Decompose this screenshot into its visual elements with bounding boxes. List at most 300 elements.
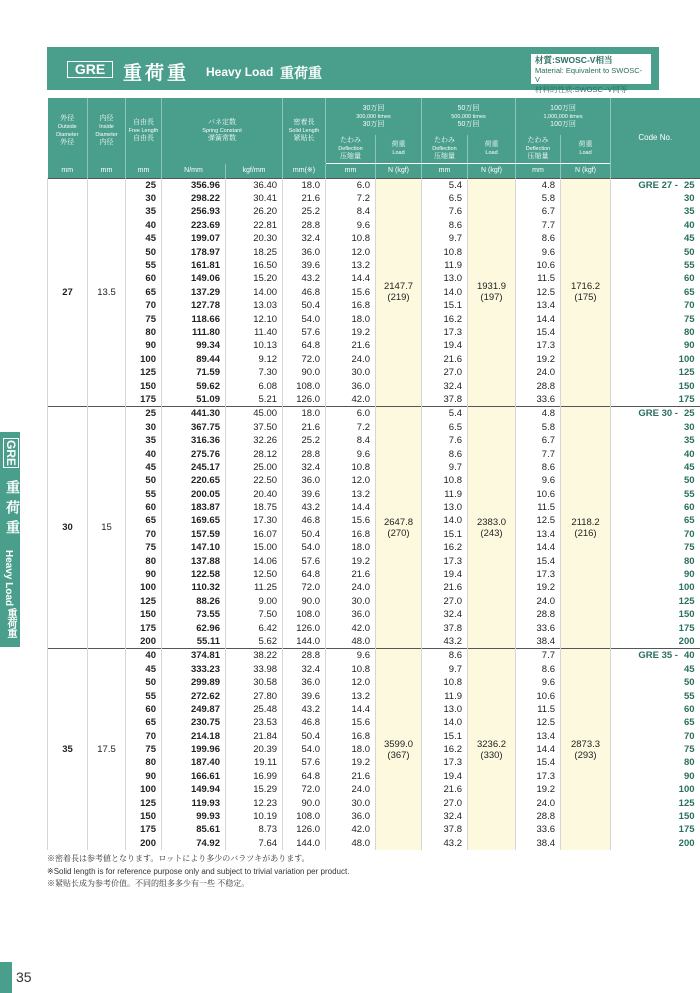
load-n: 2383.0 [476,516,507,528]
deflection-1: 24.0 [326,581,376,594]
deflection-2: 14.0 [422,514,468,527]
spring-constant-n: 230.75 [162,716,226,729]
solid-length: 21.6 [283,192,326,205]
deflection-1: 12.0 [326,676,376,689]
spring-constant-kgf: 13.03 [226,299,283,312]
side-en: Heavy Load [3,550,14,607]
spring-constant-kgf: 6.42 [226,621,283,634]
free-length: 65 [126,286,162,299]
spring-constant-kgf: 15.20 [226,272,283,285]
spring-constant-n: 111.80 [162,326,226,339]
title-banner [47,47,659,94]
spring-constant-n: 71.59 [162,366,226,379]
free-length: 55 [126,487,162,500]
solid-length: 32.4 [283,663,326,676]
solid-length: 54.0 [283,312,326,325]
deflection-3: 14.4 [516,312,561,325]
free-length: 35 [126,434,162,447]
free-length: 150 [126,379,162,392]
spring-constant-n: 200.05 [162,487,226,500]
solid-length: 54.0 [283,743,326,756]
spring-constant-n: 157.59 [162,528,226,541]
spring-constant-kgf: 12.10 [226,312,283,325]
unit-id: mm [88,164,126,178]
code-no [611,676,700,689]
spring-constant-n: 316.36 [162,434,226,447]
solid-length: 50.4 [283,528,326,541]
spring-constant-kgf: 18.75 [226,501,283,514]
spring-constant-n: 74.92 [162,837,226,850]
free-length: 75 [126,541,162,554]
col-defl-2: たわみ Deflection 压缩量 [422,135,468,163]
solid-length: 39.6 [283,487,326,500]
col-k: バネ定数 Spring Constant 弹簧常数 [162,98,283,164]
solid-length: 32.4 [283,461,326,474]
deflection-3: 10.6 [516,689,561,702]
deflection-2: 17.3 [422,326,468,339]
code-suffix: 125 [678,797,695,809]
spring-constant-kgf: 16.50 [226,259,283,272]
load-kgf: (219) [387,292,410,304]
solid-length: 126.0 [283,393,326,407]
deflection-3: 19.2 [516,353,561,366]
spring-constant-kgf: 7.64 [226,837,283,850]
code-no [611,259,700,272]
code-no [611,716,700,729]
spec-table [47,98,700,850]
solid-length: 46.8 [283,716,326,729]
code-no [611,366,700,379]
solid-length: 43.2 [283,501,326,514]
deflection-3: 11.5 [516,501,561,514]
code-suffix: 30 [683,421,695,433]
spring-constant-n: 199.07 [162,232,226,245]
deflection-1: 15.6 [326,716,376,729]
solid-length: 18.0 [283,178,326,192]
side-jp: 重荷重 [5,480,21,540]
deflection-3: 17.3 [516,339,561,352]
code-no [611,192,700,205]
deflection-2: 21.6 [422,783,468,796]
free-length: 100 [126,581,162,594]
solid-length: 28.8 [283,219,326,232]
code-no [611,541,700,554]
deflection-2: 13.0 [422,501,468,514]
code-no [611,205,700,218]
solid-length: 25.2 [283,205,326,218]
unit-od: mm [48,164,88,178]
code-suffix: 100 [678,582,695,594]
solid-length: 72.0 [283,581,326,594]
solid-length: 64.8 [283,770,326,783]
deflection-3: 15.4 [516,756,561,769]
free-length: 65 [126,716,162,729]
spring-constant-kgf: 30.58 [226,676,283,689]
code-suffix: 150 [678,380,695,392]
deflection-2: 19.4 [422,568,468,581]
deflection-3: 12.5 [516,286,561,299]
code-no [611,393,700,407]
code-suffix: 65 [683,515,695,527]
deflection-3: 24.0 [516,595,561,608]
solid-length: 90.0 [283,796,326,809]
load-n: 1931.9 [476,281,507,293]
free-length: 175 [126,823,162,836]
spring-constant-kgf: 26.20 [226,205,283,218]
code-no [611,621,700,634]
unit-defl-2: mm [422,164,468,178]
deflection-1: 30.0 [326,366,376,379]
load-1 [376,407,422,649]
code-no [611,635,700,649]
spec-body [48,178,700,850]
deflection-3: 33.6 [516,823,561,836]
deflection-3: 11.5 [516,703,561,716]
solid-length: 64.8 [283,339,326,352]
deflection-2: 10.8 [422,245,468,258]
deflection-2: 9.7 [422,663,468,676]
code-suffix: 125 [678,595,695,607]
unit-load-3: N (kgf) [561,164,611,178]
deflection-2: 11.9 [422,689,468,702]
code-suffix: 55 [683,260,695,272]
free-length: 90 [126,568,162,581]
code-suffix: 70 [683,300,695,312]
code-no [611,407,700,421]
spring-constant-kgf: 20.40 [226,487,283,500]
spring-constant-n: 256.93 [162,205,226,218]
free-length: 175 [126,621,162,634]
code-suffix: 75 [683,313,695,325]
deflection-1: 36.0 [326,810,376,823]
deflection-2: 15.1 [422,730,468,743]
spring-constant-kgf: 11.25 [226,581,283,594]
deflection-3: 6.7 [516,205,561,218]
free-length: 30 [126,421,162,434]
spring-constant-kgf: 16.99 [226,770,283,783]
deflection-1: 16.8 [326,528,376,541]
page-tab [0,962,12,993]
deflection-2: 7.6 [422,205,468,218]
spring-constant-kgf: 27.80 [226,689,283,702]
spring-constant-kgf: 23.53 [226,716,283,729]
spring-constant-kgf: 25.48 [226,703,283,716]
load-2 [468,649,516,850]
spring-constant-n: 99.93 [162,810,226,823]
load-n: 3236.2 [476,738,507,750]
col-group-500k: 50万回 500,000 times 50万回 [422,98,516,135]
deflection-1: 36.0 [326,608,376,621]
code-suffix: 80 [683,555,695,567]
solid-length: 28.8 [283,649,326,663]
title-en: Heavy Load [206,65,274,79]
col-fl: 自由長 Free Length 自由長 [126,98,162,164]
spring-constant-kgf: 14.00 [226,286,283,299]
page-number-text: 35 [16,969,32,985]
deflection-2: 10.8 [422,474,468,487]
spring-constant-n: 85.61 [162,823,226,836]
code-no [611,232,700,245]
code-no [611,178,700,192]
deflection-2: 32.4 [422,608,468,621]
spring-constant-n: 245.17 [162,461,226,474]
load-3 [561,407,611,649]
spring-constant-n: 119.93 [162,796,226,809]
solid-length: 108.0 [283,810,326,823]
spring-constant-n: 149.06 [162,272,226,285]
code-suffix: 45 [683,663,695,675]
solid-length: 64.8 [283,568,326,581]
spring-constant-kgf: 36.40 [226,178,283,192]
code-no [611,245,700,258]
code-no [611,649,700,663]
code-no [611,608,700,621]
deflection-1: 12.0 [326,245,376,258]
deflection-3: 24.0 [516,366,561,379]
deflection-3: 33.6 [516,393,561,407]
spring-constant-n: 298.22 [162,192,226,205]
code-suffix: 75 [683,542,695,554]
solid-length: 54.0 [283,541,326,554]
spring-constant-kgf: 20.39 [226,743,283,756]
spring-constant-kgf: 19.11 [226,756,283,769]
spring-constant-n: 374.81 [162,649,226,663]
free-length: 40 [126,649,162,663]
spring-constant-n: 137.29 [162,286,226,299]
deflection-3: 5.8 [516,192,561,205]
spring-constant-n: 275.76 [162,447,226,460]
deflection-2: 16.2 [422,541,468,554]
solid-length: 46.8 [283,514,326,527]
inside-diameter: 15 [88,407,126,649]
spring-constant-kgf: 10.19 [226,810,283,823]
spring-constant-kgf: 33.98 [226,663,283,676]
code-suffix: 80 [683,757,695,769]
deflection-2: 8.6 [422,219,468,232]
solid-length: 57.6 [283,326,326,339]
spring-constant-n: 62.96 [162,621,226,634]
load-1 [376,649,422,850]
free-length: 70 [126,528,162,541]
material-en: Material: Equivalent to SWOSC-V [535,65,643,84]
spring-constant-kgf: 10.13 [226,339,283,352]
solid-length: 50.4 [283,299,326,312]
deflection-2: 14.0 [422,286,468,299]
code-no [611,353,700,366]
code-no [611,689,700,702]
solid-length: 21.6 [283,421,326,434]
code-no [611,434,700,447]
code-suffix: 65 [683,717,695,729]
deflection-1: 9.6 [326,649,376,663]
solid-length: 43.2 [283,703,326,716]
code-suffix: 65 [683,286,695,298]
code-suffix: 200 [678,635,695,647]
deflection-2: 19.4 [422,339,468,352]
deflection-1: 42.0 [326,823,376,836]
code-suffix: 150 [678,609,695,621]
spring-constant-n: 88.26 [162,595,226,608]
code-no [611,421,700,434]
solid-length: 50.4 [283,730,326,743]
free-length: 55 [126,259,162,272]
deflection-2: 9.7 [422,461,468,474]
spring-constant-n: 367.75 [162,421,226,434]
code-suffix: 30 [683,193,695,205]
solid-length: 72.0 [283,783,326,796]
material-jp: 材質:SWOSC-V相当 [535,55,613,65]
code-suffix: 90 [683,569,695,581]
code-suffix: 90 [683,340,695,352]
deflection-3: 9.6 [516,245,561,258]
deflection-1: 42.0 [326,621,376,634]
deflection-3: 14.4 [516,743,561,756]
deflection-2: 6.5 [422,192,468,205]
code-suffix: 40 [683,448,695,460]
code-suffix: 70 [683,528,695,540]
spring-constant-n: 137.88 [162,554,226,567]
spring-constant-kgf: 8.73 [226,823,283,836]
spring-constant-n: 55.11 [162,635,226,649]
side-cn: 重荷重 [5,608,16,638]
spring-constant-n: 99.34 [162,339,226,352]
deflection-3: 8.6 [516,232,561,245]
code-no [611,581,700,594]
spring-constant-n: 118.66 [162,312,226,325]
spring-constant-kgf: 7.50 [226,608,283,621]
code-no [611,514,700,527]
side-gre: GRE [4,440,18,467]
unit-load-1: N (kgf) [376,164,422,178]
deflection-2: 21.6 [422,353,468,366]
code-suffix: 175 [678,622,695,634]
spring-constant-kgf: 5.62 [226,635,283,649]
spring-constant-kgf: 7.30 [226,366,283,379]
deflection-1: 19.2 [326,756,376,769]
code-suffix: 175 [678,393,695,405]
material-cn: 材料的性质:SWOSC−V同等 [535,84,628,94]
spring-constant-n: 127.78 [162,299,226,312]
deflection-3: 24.0 [516,796,561,809]
spring-constant-n: 223.69 [162,219,226,232]
free-length: 60 [126,501,162,514]
spring-constant-n: 220.65 [162,474,226,487]
deflection-2: 43.2 [422,635,468,649]
load-1 [376,178,422,407]
load-n: 2647.8 [383,516,414,528]
spring-constant-kgf: 17.30 [226,514,283,527]
code-no [611,339,700,352]
load-kgf: (270) [387,527,410,539]
deflection-3: 4.8 [516,178,561,192]
spring-constant-kgf: 22.81 [226,219,283,232]
code-no [611,487,700,500]
deflection-1: 6.0 [326,178,376,192]
load-kgf: (330) [480,749,503,761]
free-length: 65 [126,514,162,527]
deflection-1: 24.0 [326,353,376,366]
free-length: 40 [126,219,162,232]
spring-constant-n: 161.81 [162,259,226,272]
unit-k-n: N/mm [162,164,226,178]
code-no [611,272,700,285]
code-no [611,770,700,783]
code-suffix: 175 [678,824,695,836]
code-no [611,837,700,850]
code-no [611,810,700,823]
spring-constant-n: 51.09 [162,393,226,407]
col-group-1m: 100万回 1,000,000 times 100万回 [516,98,611,135]
deflection-2: 32.4 [422,810,468,823]
deflection-2: 27.0 [422,366,468,379]
code-no [611,474,700,487]
free-length: 35 [126,205,162,218]
deflection-2: 15.1 [422,528,468,541]
spring-constant-n: 183.87 [162,501,226,514]
deflection-1: 8.4 [326,434,376,447]
col-defl-3: たわみ Deflection 压缩量 [516,135,561,163]
code-suffix: 90 [683,770,695,782]
deflection-2: 15.1 [422,299,468,312]
solid-length: 36.0 [283,474,326,487]
code-no [611,219,700,232]
spring-constant-kgf: 28.12 [226,447,283,460]
deflection-2: 7.6 [422,434,468,447]
deflection-2: 13.0 [422,703,468,716]
spring-constant-n: 166.61 [162,770,226,783]
spring-constant-n: 249.87 [162,703,226,716]
spring-constant-n: 187.40 [162,756,226,769]
deflection-3: 15.4 [516,326,561,339]
deflection-3: 33.6 [516,621,561,634]
outside-diameter: 27 [48,178,88,407]
load-kgf: (243) [480,527,503,539]
deflection-1: 36.0 [326,379,376,392]
deflection-3: 9.6 [516,676,561,689]
solid-length: 39.6 [283,259,326,272]
spring-constant-n: 110.32 [162,581,226,594]
deflection-1: 30.0 [326,595,376,608]
solid-length: 57.6 [283,756,326,769]
spring-constant-n: 59.62 [162,379,226,392]
spring-constant-n: 199.96 [162,743,226,756]
code-suffix: 125 [678,367,695,379]
deflection-2: 32.4 [422,379,468,392]
deflection-1: 48.0 [326,837,376,850]
code-suffix: 25 [683,408,695,420]
solid-length: 108.0 [283,608,326,621]
deflection-3: 8.6 [516,461,561,474]
spring-constant-n: 441.30 [162,407,226,421]
deflection-3: 10.6 [516,487,561,500]
free-length: 60 [126,703,162,716]
deflection-1: 21.6 [326,770,376,783]
free-length: 100 [126,353,162,366]
code-suffix: 25 [683,179,695,191]
free-length: 40 [126,447,162,460]
solid-length: 43.2 [283,272,326,285]
deflection-2: 37.8 [422,393,468,407]
free-length: 50 [126,245,162,258]
deflection-1: 7.2 [326,192,376,205]
deflection-1: 10.8 [326,461,376,474]
col-load-3: 荷重 Load [561,135,611,163]
free-length: 125 [126,595,162,608]
deflection-2: 27.0 [422,595,468,608]
deflection-1: 15.6 [326,514,376,527]
deflection-3: 19.2 [516,581,561,594]
solid-length: 32.4 [283,232,326,245]
